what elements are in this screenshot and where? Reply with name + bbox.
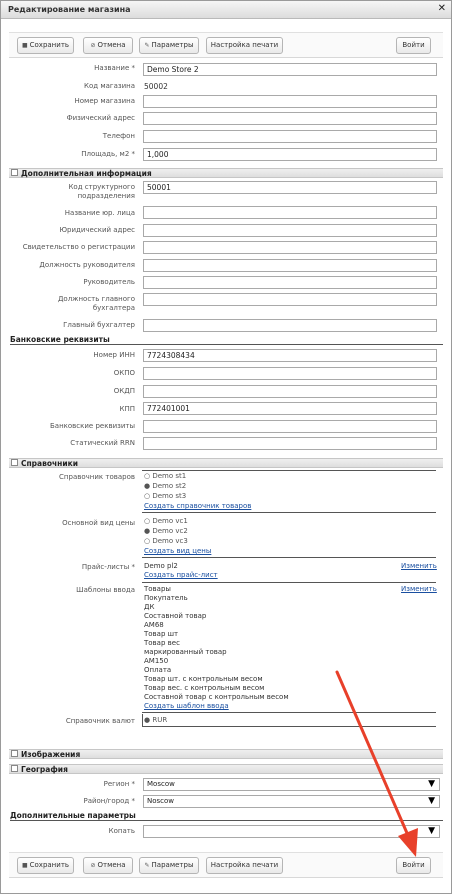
phone-label: Телефон — [102, 132, 135, 140]
struct-code-label-2: подразделения — [77, 192, 135, 200]
cancel-button[interactable]: ⊘ Отмена — [83, 37, 133, 54]
chief-acc-position-label-2: бухгалтера — [92, 304, 135, 312]
template-item: Товар шт — [144, 630, 179, 638]
close-icon[interactable]: ✕ — [437, 3, 446, 14]
window-title: Редактирование магазина — [8, 5, 131, 14]
templates-change-link[interactable]: Изменить — [401, 585, 437, 593]
arrow-head — [398, 828, 418, 857]
create-goods-ref-link[interactable]: Создать справочник товаров — [144, 502, 252, 510]
rrn-label: Статический RRN — [70, 439, 135, 447]
goods-radio-3[interactable]: ○ Demo st3 — [144, 492, 187, 500]
code-label: Код магазина — [84, 82, 135, 90]
price-radio-2[interactable]: ● Demo vc2 — [144, 527, 188, 535]
head-label: Руководитель — [83, 278, 135, 286]
section-images[interactable]: Изображения — [9, 749, 443, 759]
template-item: Товар вес — [144, 639, 180, 647]
district-select[interactable]: Noscow ▼ — [143, 795, 440, 808]
template-item: Товары — [144, 585, 171, 593]
bank-details-label: Банковские реквизиты — [50, 422, 135, 430]
params-subheading: Дополнительные параметры — [10, 811, 136, 820]
triangle-down-icon: ▼ — [428, 796, 435, 806]
triangle-down-icon: ▼ — [428, 826, 435, 836]
print-settings-button[interactable]: Настройка печати — [206, 857, 283, 874]
template-item: Составной товар — [144, 612, 207, 620]
print-settings-button[interactable]: Настройка печати — [206, 37, 283, 54]
inn-label: Номер ИНН — [93, 351, 135, 359]
struct-code-label-1: Код структурного — [68, 183, 135, 191]
region-label: Регион * — [103, 780, 135, 788]
okdp-label: ОКДП — [113, 387, 135, 395]
cancel-icon: ⊘ — [90, 862, 96, 869]
pricelist-change-link[interactable]: Изменить — [401, 562, 437, 570]
pricelist-label: Прайс-листы * — [81, 563, 135, 571]
params-button[interactable]: ✎ Параметры — [139, 37, 199, 54]
save-button[interactable]: ■ Сохранить — [17, 37, 74, 54]
code-value: 50002 — [144, 82, 168, 91]
currency-label: Справочник валют — [65, 717, 135, 725]
district-label: Район/город * — [83, 797, 135, 805]
price-radio-3[interactable]: ○ Demo vc3 — [144, 537, 188, 545]
head-position-label: Должность руководителя — [39, 261, 135, 269]
goods-ref-label: Справочник товаров — [59, 473, 135, 481]
template-item: Составной товар с контрольным весом — [144, 693, 289, 701]
goods-radio-2[interactable]: ● Demo st2 — [144, 482, 187, 490]
template-item: Покупатель — [144, 594, 188, 602]
section-extra-info[interactable]: Дополнительная информация — [9, 168, 443, 178]
template-item: Оплата — [144, 666, 172, 674]
login-button[interactable]: Войти — [396, 37, 431, 54]
template-item: маркированный товар — [144, 648, 227, 656]
template-item: AM68 — [144, 621, 164, 629]
struct-code-input[interactable]: 50001 — [143, 181, 437, 194]
template-item: Товар вес. с контрольным весом — [144, 684, 265, 692]
templates-label: Шаблоны ввода — [76, 586, 135, 594]
params-button[interactable]: ✎ Параметры — [139, 857, 199, 874]
name-label: Название * — [94, 64, 135, 72]
disk-icon: ■ — [21, 862, 28, 869]
template-item: AM150 — [144, 657, 169, 665]
chief-acc-position-label-1: Должность главного — [57, 295, 135, 303]
login-button[interactable]: Войти — [396, 857, 431, 874]
price-radio-1[interactable]: ○ Demo vc1 — [144, 517, 188, 525]
arrow-shaft — [337, 672, 410, 840]
save-button[interactable]: ■ Сохранить — [17, 857, 74, 874]
goods-radio-1[interactable]: ○ Demo st1 — [144, 472, 187, 480]
cancel-button[interactable]: ⊘ Отмена — [83, 857, 133, 874]
chief-acc-label: Главный бухгалтер — [63, 321, 135, 329]
currency-radio[interactable]: ● RUR — [144, 716, 168, 724]
wrench-icon: ✎ — [144, 862, 150, 869]
create-price-type-link[interactable]: Создать вид цены — [144, 547, 212, 555]
reg-cert-label: Свидетельство о регистрации — [22, 243, 135, 251]
kopat-label: Копать — [108, 827, 135, 835]
template-item: Товар шт. с контрольным весом — [144, 675, 263, 683]
disk-icon: ■ — [21, 42, 28, 49]
name-input[interactable]: Demo Store 2 — [143, 63, 437, 76]
region-select[interactable]: Moscow ▼ — [143, 778, 440, 791]
create-pricelist-link[interactable]: Создать прайс-лист — [144, 571, 218, 579]
section-references[interactable]: Справочники — [9, 458, 443, 468]
template-item: ДК — [144, 603, 155, 611]
pricelist-value: Demo pl2 — [144, 562, 178, 570]
shop-number-label: Номер магазина — [74, 97, 135, 105]
kpp-input[interactable]: 772401001 — [143, 402, 437, 415]
bank-subheading: Банковские реквизиты — [10, 335, 110, 344]
legal-name-label: Название юр. лица — [64, 209, 135, 217]
kpp-label: КПП — [119, 405, 135, 413]
area-label: Площадь, м2 * — [81, 150, 135, 158]
area-input[interactable]: 1,000 — [143, 148, 437, 161]
create-template-link[interactable]: Создать шаблон ввода — [144, 702, 229, 710]
cancel-icon: ⊘ — [90, 42, 96, 49]
okpo-label: ОКПО — [113, 369, 135, 377]
triangle-down-icon: ▼ — [428, 779, 435, 789]
legal-address-label: Юридический адрес — [59, 226, 135, 234]
wrench-icon: ✎ — [144, 42, 150, 49]
inn-input[interactable]: 7724308434 — [143, 349, 437, 362]
price-type-label: Основной вид цены — [62, 519, 135, 527]
phys-address-label: Физический адрес — [66, 114, 135, 122]
section-geography[interactable]: География — [9, 764, 443, 774]
